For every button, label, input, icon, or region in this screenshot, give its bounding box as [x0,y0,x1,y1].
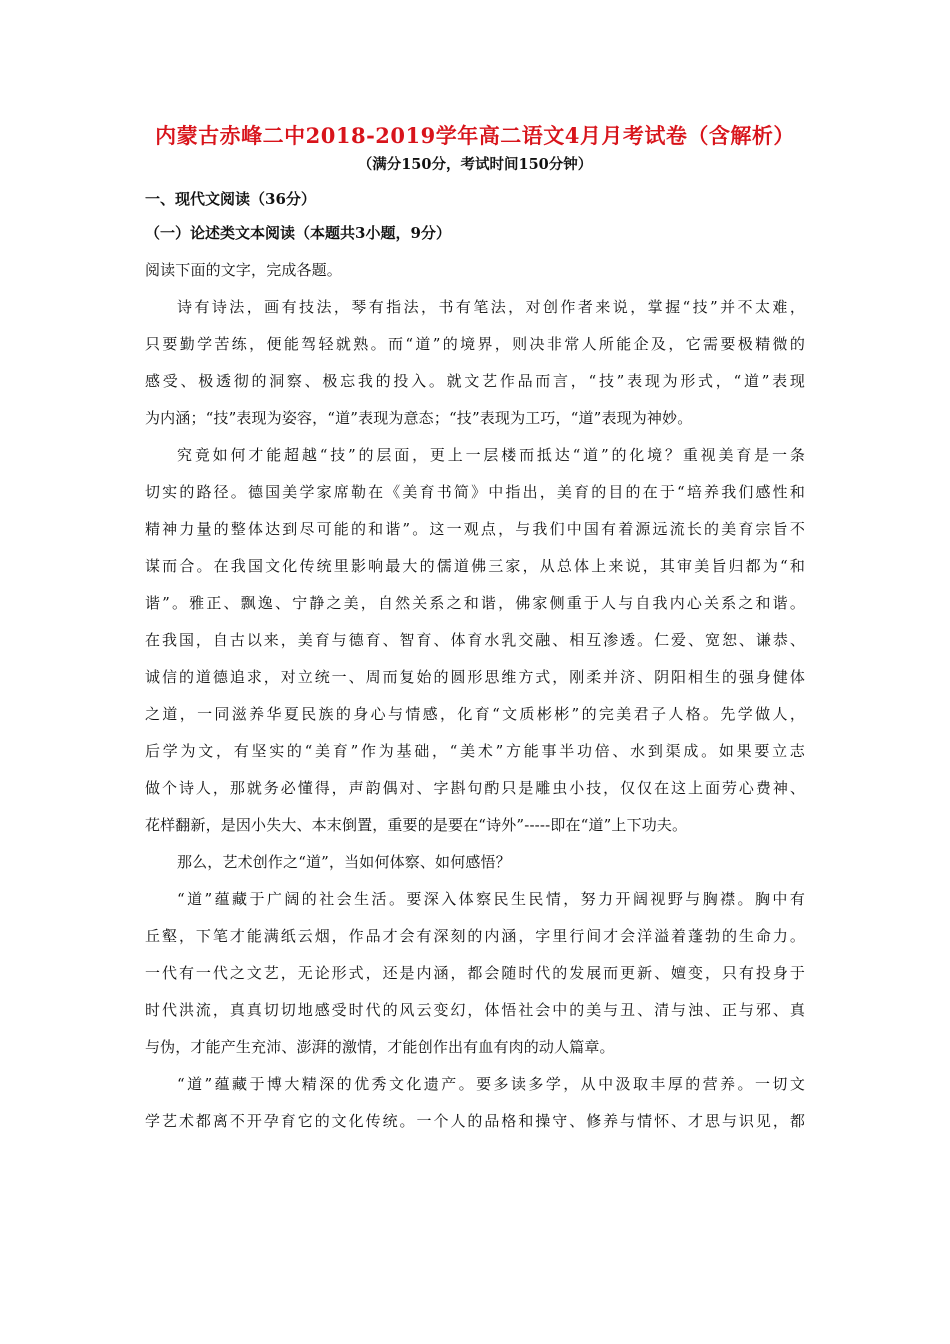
paragraph-line: 究竟如何才能超越“技”的层面，更上一层楼而抵达“道”的化境？重视美育是一条 [177,446,805,464]
paragraph-line: 与伪，才能产生充沛、澎湃的激情，才能创作出有血有肉的动人篇章。 [145,1038,615,1056]
paragraph-line: 只要勤学苦练，便能驾轻就熟。而“道”的境界，则决非常人所能企及，它需要极精微的 [145,335,805,353]
paragraph-line: 一代有一代之文艺，无论形式，还是内涵，都会随时代的发展而更新、嬗变，只有投身于 [145,964,805,982]
paragraph-line: 时代洪流，真真切切地感受时代的风云变幻，体悟社会中的美与丑、清与浊、正与邪、真 [145,1001,805,1019]
paragraph-line: 做个诗人，那就务必懂得，声韵偶对、字斟句酌只是雕虫小技，仅仅在这上面劳心费神、 [145,779,805,797]
paragraph-line: 丘壑，下笔才能满纸云烟，作品才会有深刻的内涵，字里行间才会洋溢着蓬勃的生命力。 [145,927,805,945]
document-title: 内蒙古赤峰二中2018-2019学年高二语文4月月考试卷（含解析） [155,123,795,148]
paragraph-line: 感受、极透彻的洞察、极忘我的投入。就文艺作品而言，“技”表现为形式，“道”表现 [145,372,805,390]
subsection-heading: （一）论述类文本阅读（本题共3小题，9分） [145,224,451,242]
paragraph-line: 精神力量的整体达到尽可能的和谐”。这一观点，与我们中国有着源远流长的美育宗旨不 [145,520,805,538]
paragraph-line: 后学为文，有坚实的“美育”作为基础，“美术”方能事半功倍、水到渠成。如果要立志 [145,742,805,760]
paragraph-line: 谐”。雅正、飘逸、宁静之美，自然关系之和谐，佛家侧重于人与自我内心关系之和谐。 [145,594,805,612]
paragraph-line: 花样翻新，是因小失大、本末倒置，重要的是要在“诗外”-----即在“道”上下功夫。 [145,816,688,834]
instruction-text: 阅读下面的文字，完成各题。 [145,261,342,279]
document-subtitle: （满分150分，考试时间150分钟） [357,156,593,173]
paragraph-line: 谋而合。在我国文化传统里影响最大的儒道佛三家，从总体上来说，其审美旨归都为“和 [145,557,805,575]
paragraph-line: 切实的路径。德国美学家席勒在《美育书简》中指出，美育的目的在于“培养我们感性和 [145,483,805,501]
paragraph-line: 之道，一同滋养华夏民族的身心与情感，化育“文质彬彬”的完美君子人格。先学做人， [145,705,805,723]
paragraph-line: 学艺术都离不开孕育它的文化传统。一个人的品格和操守、修养与情怀、才思与识见，都 [145,1112,805,1130]
paragraph-line: 为内涵；“技”表现为姿容，“道”表现为意态；“技”表现为工巧，“道”表现为神妙。 [145,409,693,427]
paragraph-line: 在我国，自古以来，美育与德育、智育、体育水乳交融、相互渗透。仁爱、宽恕、谦恭、 [145,631,805,649]
section-heading: 一、现代文阅读（36分） [145,190,316,208]
paragraph-line: “道”蕴藏于广阔的社会生活。要深入体察民生民情，努力开阔视野与胸襟。胸中有 [177,890,805,908]
paragraph-line: “道”蕴藏于博大精深的优秀文化遗产。要多读多学，从中汲取丰厚的营养。一切文 [177,1075,805,1093]
paragraph-line: 诗有诗法，画有技法，琴有指法，书有笔法，对创作者来说，掌握“技”并不太难， [177,298,805,316]
paragraph-line: 诚信的道德追求，对立统一、周而复始的圆形思维方式，刚柔并济、阴阳相生的强身健体 [145,668,805,686]
paragraph-line: 那么，艺术创作之“道”，当如何体察、如何感悟？ [177,853,511,871]
